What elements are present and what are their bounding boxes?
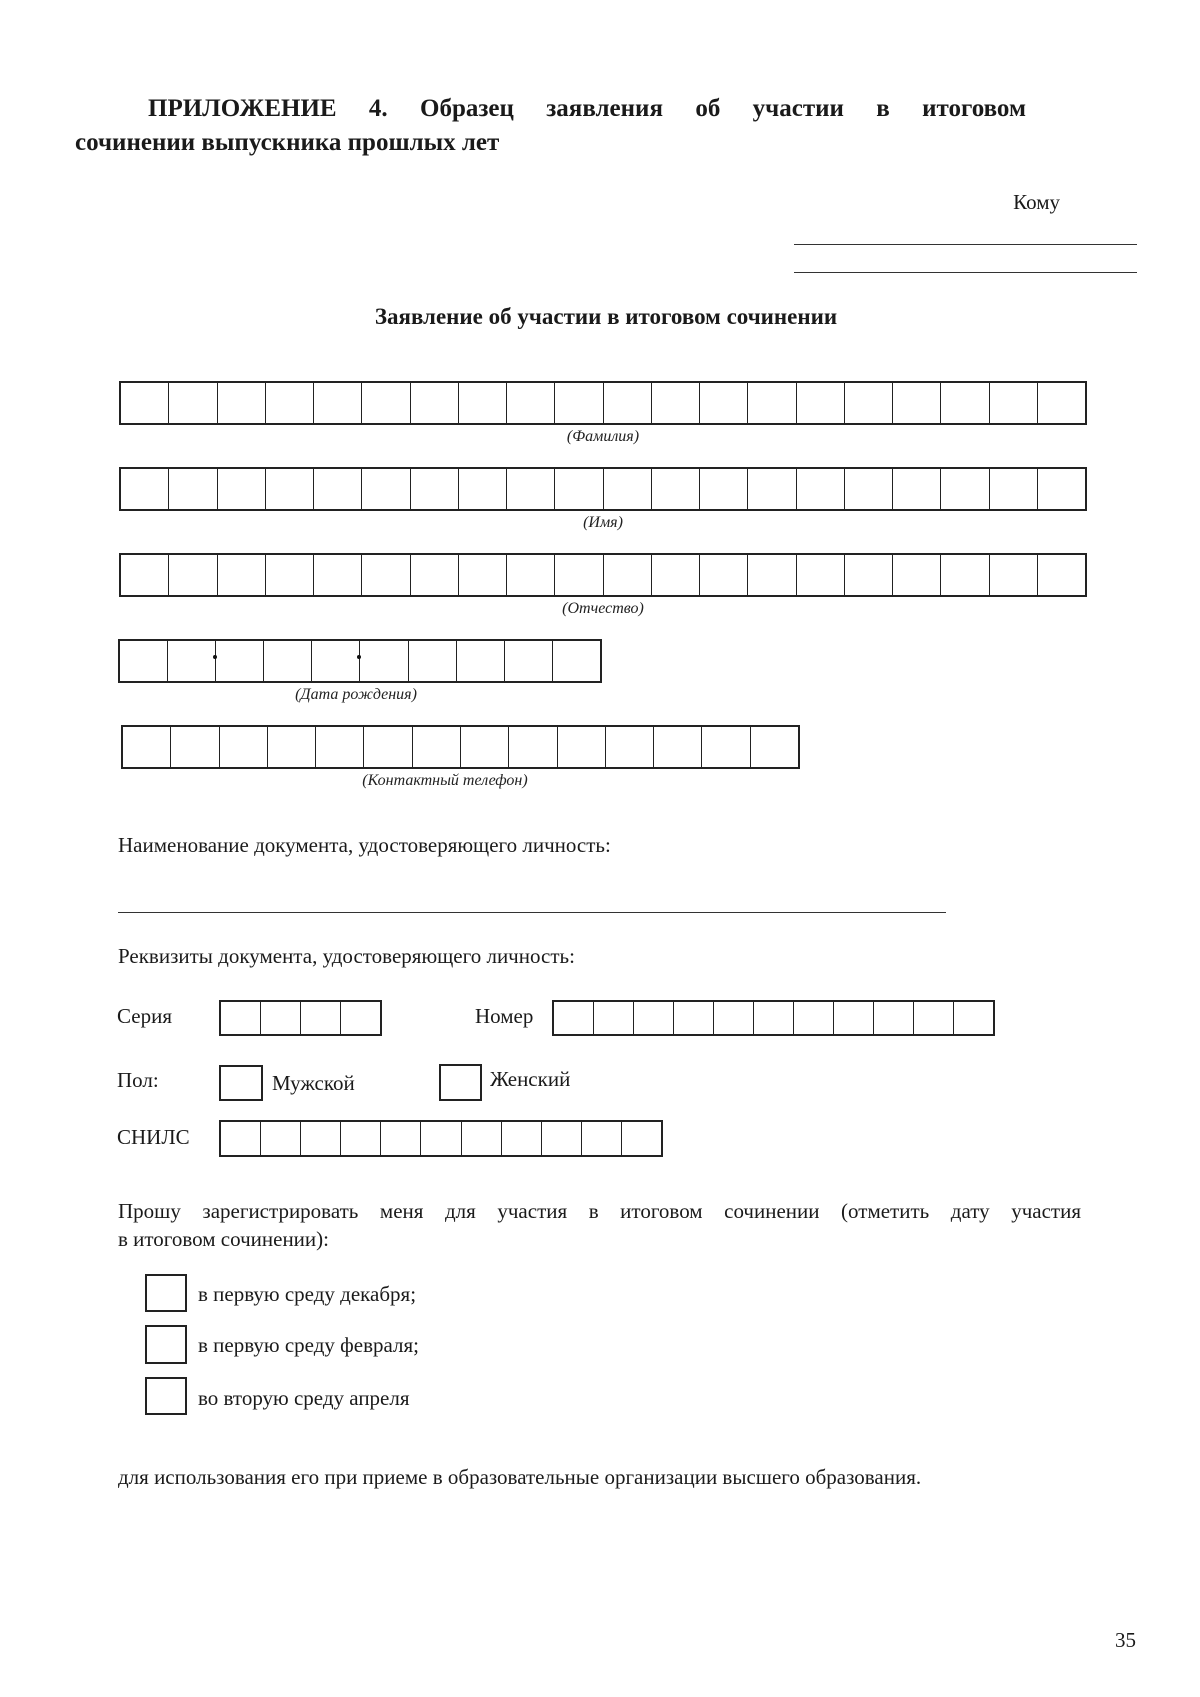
snils-cell[interactable] <box>261 1122 301 1155</box>
name-cell[interactable] <box>411 469 459 509</box>
series-cell[interactable] <box>341 1002 380 1034</box>
surname-cell[interactable] <box>362 383 410 423</box>
phone-grid[interactable] <box>121 725 800 769</box>
document-details-label: Реквизиты документа, удостоверяющего личность: <box>118 944 575 968</box>
surname-cell[interactable] <box>555 383 603 423</box>
number-cell[interactable] <box>674 1002 714 1034</box>
phone-cell[interactable] <box>461 727 509 767</box>
option-december-label: в первую среду декабря; <box>198 1282 417 1306</box>
patronymic-cell[interactable] <box>507 555 555 595</box>
option-december-checkbox[interactable] <box>145 1274 187 1312</box>
birthdate-cell[interactable] <box>360 641 408 681</box>
patronymic-cell[interactable] <box>604 555 652 595</box>
patronymic-cell[interactable] <box>459 555 507 595</box>
phone-cell[interactable] <box>654 727 702 767</box>
patronymic-cell[interactable] <box>797 555 845 595</box>
name-cell[interactable] <box>266 469 314 509</box>
patronymic-cell[interactable] <box>748 555 796 595</box>
appendix-heading-line1: ПРИЛОЖЕНИЕ 4. Образец заявления об участии в итоговом <box>148 95 1026 122</box>
option-april-label: во вторую среду апреля <box>198 1386 410 1410</box>
number-cell[interactable] <box>794 1002 834 1034</box>
phone-cell[interactable] <box>702 727 750 767</box>
phone-cell[interactable] <box>606 727 654 767</box>
surname-cell[interactable] <box>169 383 217 423</box>
recipient-line-2[interactable] <box>794 272 1137 273</box>
birthdate-cell[interactable] <box>168 641 216 681</box>
phone-caption: (Контактный телефон) <box>362 772 528 789</box>
birthdate-cell[interactable] <box>264 641 312 681</box>
birthdate-cell[interactable] <box>409 641 457 681</box>
document-name-label: Наименование документа, удостоверяющего личность: <box>118 833 611 857</box>
phone-cell[interactable] <box>268 727 316 767</box>
patronymic-cell[interactable] <box>1038 555 1085 595</box>
surname-cell[interactable] <box>845 383 893 423</box>
patronymic-cell[interactable] <box>700 555 748 595</box>
recipient-label: Кому <box>1013 190 1060 214</box>
snils-cell[interactable] <box>462 1122 502 1155</box>
patronymic-cell[interactable] <box>362 555 410 595</box>
page-number: 35 <box>1115 1628 1136 1652</box>
option-february-label: в первую среду февраля; <box>198 1333 419 1357</box>
patronymic-cell[interactable] <box>121 555 169 595</box>
appendix-heading-line2: сочинении выпускника прошлых лет <box>75 129 500 156</box>
patronymic-cell[interactable] <box>169 555 217 595</box>
male-checkbox[interactable] <box>219 1065 263 1101</box>
number-cell[interactable] <box>634 1002 674 1034</box>
phone-cell[interactable] <box>171 727 219 767</box>
series-cell[interactable] <box>221 1002 261 1034</box>
name-cell[interactable] <box>748 469 796 509</box>
phone-cell[interactable] <box>364 727 412 767</box>
name-cell[interactable] <box>459 469 507 509</box>
number-cell[interactable] <box>554 1002 594 1034</box>
patronymic-cell[interactable] <box>652 555 700 595</box>
name-cell[interactable] <box>700 469 748 509</box>
name-cell[interactable] <box>121 469 169 509</box>
snils-cell[interactable] <box>381 1122 421 1155</box>
name-cell[interactable] <box>1038 469 1085 509</box>
request-line1: Прошу зарегистрировать меня для участия в итоговом сочинении (отметить дату участия <box>118 1199 1081 1223</box>
number-cell[interactable] <box>754 1002 794 1034</box>
surname-cell[interactable] <box>218 383 266 423</box>
name-cell[interactable] <box>893 469 941 509</box>
surname-grid[interactable] <box>119 381 1087 425</box>
series-cell[interactable] <box>301 1002 341 1034</box>
name-grid[interactable] <box>119 467 1087 511</box>
phone-cell[interactable] <box>413 727 461 767</box>
number-cell[interactable] <box>914 1002 954 1034</box>
birthdate-grid[interactable] <box>118 639 602 683</box>
birthdate-caption: (Дата рождения) <box>295 686 417 703</box>
birthdate-cell[interactable] <box>312 641 360 681</box>
surname-cell[interactable] <box>652 383 700 423</box>
patronymic-cell[interactable] <box>941 555 989 595</box>
name-cell[interactable] <box>507 469 555 509</box>
series-grid[interactable] <box>219 1000 382 1036</box>
series-cell[interactable] <box>261 1002 301 1034</box>
phone-cell[interactable] <box>558 727 606 767</box>
name-cell[interactable] <box>218 469 266 509</box>
surname-cell[interactable] <box>507 383 555 423</box>
patronymic-cell[interactable] <box>218 555 266 595</box>
request-line2: в итоговом сочинении): <box>118 1227 329 1251</box>
birthdate-cell[interactable] <box>457 641 505 681</box>
name-cell[interactable] <box>555 469 603 509</box>
snils-cell[interactable] <box>542 1122 582 1155</box>
gender-label: Пол: <box>117 1068 159 1092</box>
name-cell[interactable] <box>845 469 893 509</box>
phone-cell[interactable] <box>509 727 557 767</box>
option-april-checkbox[interactable] <box>145 1377 187 1415</box>
date-separator-dot <box>357 655 361 659</box>
surname-cell[interactable] <box>314 383 362 423</box>
name-cell[interactable] <box>990 469 1038 509</box>
appendix-heading <box>75 92 1026 160</box>
patronymic-cell[interactable] <box>845 555 893 595</box>
document-name-line[interactable] <box>118 912 946 913</box>
number-cell[interactable] <box>834 1002 874 1034</box>
snils-cell[interactable] <box>341 1122 381 1155</box>
birthdate-cell[interactable] <box>120 641 168 681</box>
number-cell[interactable] <box>714 1002 754 1034</box>
number-cell[interactable] <box>594 1002 634 1034</box>
name-cell[interactable] <box>652 469 700 509</box>
surname-cell[interactable] <box>411 383 459 423</box>
surname-cell[interactable] <box>941 383 989 423</box>
male-label: Мужской <box>272 1071 355 1095</box>
snils-cell[interactable] <box>502 1122 542 1155</box>
birthdate-cell[interactable] <box>505 641 553 681</box>
snils-cell[interactable] <box>221 1122 261 1155</box>
name-cell[interactable] <box>314 469 362 509</box>
date-separator-dot <box>213 655 217 659</box>
patronymic-cell[interactable] <box>893 555 941 595</box>
surname-caption: (Фамилия) <box>566 428 640 445</box>
option-february-checkbox[interactable] <box>145 1325 187 1364</box>
patronymic-caption: (Отчество) <box>562 600 644 617</box>
surname-cell[interactable] <box>604 383 652 423</box>
female-checkbox[interactable] <box>439 1064 482 1101</box>
phone-cell[interactable] <box>220 727 268 767</box>
phone-cell[interactable] <box>751 727 798 767</box>
snils-cell[interactable] <box>582 1122 622 1155</box>
patronymic-cell[interactable] <box>411 555 459 595</box>
purpose-text: для использования его при приеме в образовательные организации высшего образования. <box>118 1465 922 1489</box>
number-cell[interactable] <box>954 1002 993 1034</box>
series-label: Серия <box>117 1004 172 1028</box>
snils-label: СНИЛС <box>117 1125 190 1149</box>
surname-cell[interactable] <box>990 383 1038 423</box>
snils-cell[interactable] <box>421 1122 461 1155</box>
surname-cell[interactable] <box>748 383 796 423</box>
phone-cell[interactable] <box>316 727 364 767</box>
number-cell[interactable] <box>874 1002 914 1034</box>
surname-cell[interactable] <box>459 383 507 423</box>
name-cell[interactable] <box>941 469 989 509</box>
recipient-line-1[interactable] <box>794 244 1137 245</box>
patronymic-cell[interactable] <box>555 555 603 595</box>
phone-cell[interactable] <box>123 727 171 767</box>
surname-cell[interactable] <box>797 383 845 423</box>
name-cell[interactable] <box>362 469 410 509</box>
snils-grid[interactable] <box>219 1120 663 1157</box>
form-title: Заявление об участии в итоговом сочинении <box>374 304 838 329</box>
patronymic-cell[interactable] <box>990 555 1038 595</box>
patronymic-cell[interactable] <box>266 555 314 595</box>
name-cell[interactable] <box>604 469 652 509</box>
patronymic-grid[interactable] <box>119 553 1087 597</box>
request-paragraph <box>118 1197 1081 1253</box>
surname-cell[interactable] <box>893 383 941 423</box>
surname-cell[interactable] <box>1038 383 1085 423</box>
surname-cell[interactable] <box>121 383 169 423</box>
birthdate-cell[interactable] <box>553 641 600 681</box>
snils-cell[interactable] <box>622 1122 661 1155</box>
number-grid[interactable] <box>552 1000 995 1036</box>
surname-cell[interactable] <box>700 383 748 423</box>
name-cell[interactable] <box>169 469 217 509</box>
name-caption: (Имя) <box>583 514 623 531</box>
snils-cell[interactable] <box>301 1122 341 1155</box>
number-label: Номер <box>475 1004 534 1028</box>
birthdate-cell[interactable] <box>216 641 264 681</box>
patronymic-cell[interactable] <box>314 555 362 595</box>
female-label: Женский <box>490 1067 571 1091</box>
surname-cell[interactable] <box>266 383 314 423</box>
name-cell[interactable] <box>797 469 845 509</box>
